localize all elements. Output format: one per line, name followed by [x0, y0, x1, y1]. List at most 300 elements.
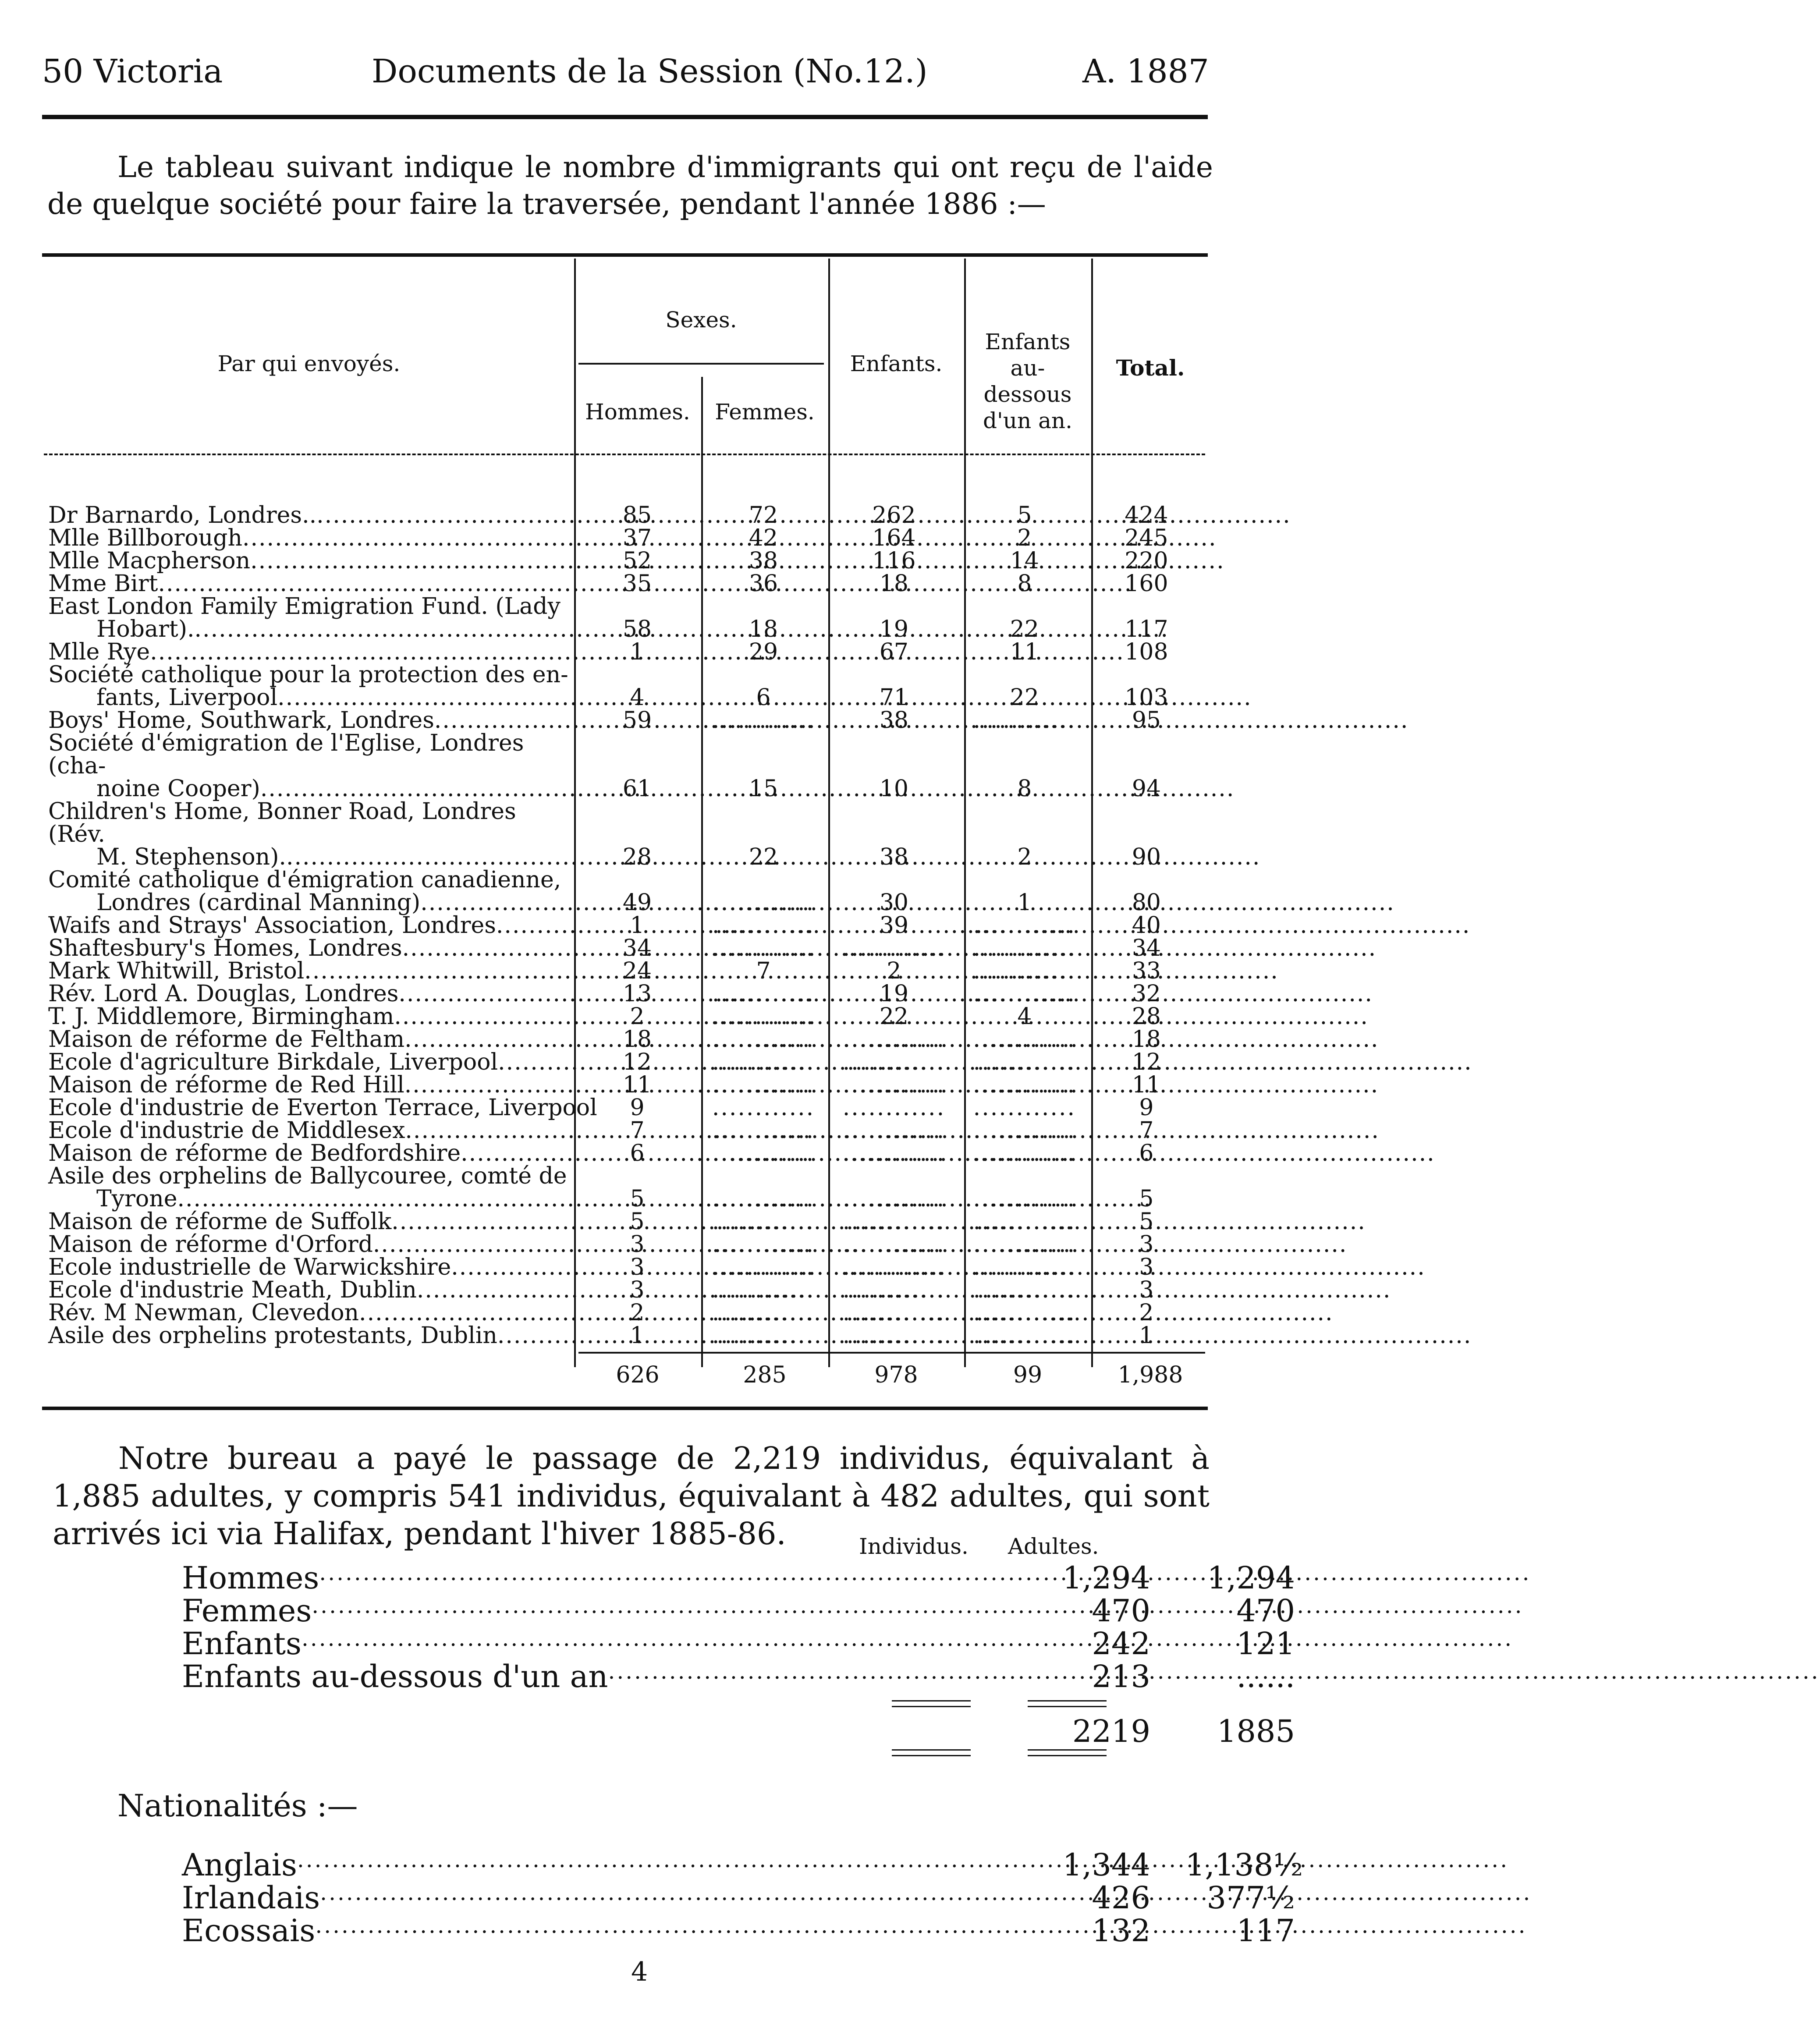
infants-count: 2 [1017, 525, 1032, 551]
children-count: ............ [842, 1322, 946, 1349]
nationality-label [182, 1880, 866, 1916]
total-count: 80 [1132, 890, 1161, 916]
women-count: ............ [712, 1254, 815, 1280]
summary-label [182, 1593, 866, 1629]
nationality-adultes: 1,138½ [1185, 1847, 1303, 1883]
table-row [48, 595, 1205, 641]
total-count: 12 [1132, 1049, 1161, 1075]
sender-name-line [48, 595, 570, 618]
women-count: 18 [749, 616, 778, 642]
table-row [48, 1165, 1205, 1210]
table-row [48, 549, 1205, 572]
total-count: 90 [1132, 844, 1161, 870]
women-count: ............ [712, 1003, 815, 1030]
table-row [48, 732, 1205, 800]
nationality-row [182, 1847, 1303, 1883]
children-count: 2 [887, 958, 901, 984]
infants-count: 4 [1017, 1003, 1032, 1030]
total-count: 6 [1139, 1140, 1154, 1166]
sender-name-line [48, 1301, 570, 1324]
intro-text: Le tableau suivant indique le nombre d'immigrants qui ont reçu de l'aide de quelque société pour faire la traversée, pendant l'année 1886 :— [47, 150, 1213, 221]
men-count: 85 [622, 502, 652, 528]
total-count: 1 [1139, 1322, 1154, 1349]
men-count: 6 [630, 1140, 645, 1166]
summary-header-individus: Individus. [859, 1534, 969, 1559]
infants-count: ............ [973, 981, 1076, 1007]
infants-count: ............ [973, 1095, 1076, 1121]
leader-dots [320, 1880, 1532, 1916]
women-count: ............ [712, 890, 815, 916]
summary-header-adultes: Adultes. [1008, 1534, 1099, 1559]
sender-name-text: Asile des orphelins protestants, Dublin [48, 1322, 497, 1349]
table-row [48, 800, 1205, 868]
sender-name-text: Rév. M Newman, Clevedon [48, 1300, 359, 1326]
table-bottom-rule [42, 1407, 1208, 1410]
sender-name-text: Maison de réforme de Red Hill [48, 1072, 404, 1098]
total-women: 285 [743, 1362, 787, 1388]
sender-name [48, 1301, 574, 1324]
sender-name-text: Ecole d'industrie Meath, Dublin [48, 1277, 417, 1303]
sender-name-text: Asile des orphelins de Ballycouree, comté de [48, 1163, 567, 1189]
men-count: 24 [622, 958, 652, 984]
infants-count: 22 [1010, 684, 1039, 711]
infants-count: ............ [973, 1186, 1076, 1212]
sender-name [48, 1165, 574, 1210]
children-count: 262 [872, 502, 916, 528]
table-row [48, 1005, 1205, 1028]
sender-name [48, 1256, 574, 1279]
header-session: 50 Victoria [42, 53, 223, 90]
total-count: 11 [1132, 1072, 1161, 1098]
sexes-underline [578, 363, 824, 365]
sender-name [48, 1051, 574, 1074]
summary-label-text: Femmes [182, 1593, 312, 1629]
sender-name [48, 1142, 574, 1165]
sender-name [48, 1095, 597, 1121]
sender-name-line [48, 1165, 570, 1188]
women-count: ............ [712, 707, 815, 734]
total-count: 18 [1132, 1026, 1161, 1053]
table-row [48, 1233, 1205, 1256]
children-count: 19 [879, 616, 909, 642]
infants-count: ............ [973, 1117, 1076, 1144]
nationality-label-text: Ecossais [182, 1913, 316, 1949]
summary-individus: 470 [1092, 1593, 1150, 1629]
infants-count: 14 [1010, 548, 1039, 574]
passage-text: Notre bureau a payé le passage de 2,219 individus, équivalant à 1,885 adultes, y compris 541 individus, équivalant à 482 adultes, qui sont arrivés ici via Halifax, pendant l'hiver 1885-86. [53, 1440, 1210, 1552]
sender-name-text: fants, Liverpool [96, 684, 278, 711]
sender-name-line [48, 618, 570, 641]
total-count: 33 [1132, 958, 1161, 984]
infants-count: ............ [973, 935, 1076, 961]
summary-individus: 1,294 [1062, 1560, 1150, 1596]
header-rule [42, 115, 1208, 119]
summary-adultes: 470 [1236, 1593, 1295, 1629]
sender-name [48, 504, 574, 527]
women-count: ............ [712, 1231, 815, 1258]
total-count: 5 [1139, 1209, 1154, 1235]
total-infants: 99 [1013, 1362, 1043, 1388]
summary-label [182, 1560, 866, 1596]
summary-label-text: Enfants [182, 1626, 302, 1662]
sender-name [48, 1074, 574, 1096]
women-count: ............ [712, 1209, 815, 1235]
sender-name-text: East London Family Emigration Fund. (Lady [48, 593, 561, 620]
sender-name-text: Société d'émigration de l'Eglise, Londres (cha- [48, 730, 524, 779]
children-count: 18 [879, 571, 909, 597]
children-count: ............ [842, 1254, 946, 1280]
table-row [48, 641, 1205, 663]
table-row [48, 1210, 1205, 1233]
women-count: ............ [712, 1049, 815, 1075]
sender-name [48, 1210, 574, 1233]
women-count: 29 [749, 639, 778, 665]
table-row [48, 1051, 1205, 1074]
header-sexes: Sexes. [665, 307, 737, 333]
sender-name-line [48, 1324, 570, 1347]
sender-name-text: Comité catholique d'émigration canadienne, [48, 867, 561, 893]
sender-name [48, 709, 574, 732]
table-body [48, 504, 1205, 1347]
summary-individus-double-rule [892, 1749, 971, 1756]
infants-count: ............ [973, 1300, 1076, 1326]
sender-name-text: Maison de réforme de Bedfordshire [48, 1140, 461, 1166]
women-count: ............ [712, 1026, 815, 1053]
sender-name-line [48, 709, 570, 732]
children-count: ............ [842, 1095, 946, 1121]
total-count: 245 [1125, 525, 1168, 551]
infants-count: 8 [1017, 776, 1032, 802]
header-sender: Par qui envoyés. [217, 351, 401, 376]
sender-name [48, 800, 574, 868]
table-row [48, 1301, 1205, 1324]
infants-count: ............ [973, 1231, 1076, 1258]
women-count: ............ [712, 1186, 815, 1212]
nationality-label-text: Irlandais [182, 1880, 320, 1916]
total-count: 2 [1139, 1300, 1154, 1326]
nationality-label [182, 1847, 866, 1883]
children-count: 22 [879, 1003, 909, 1030]
children-count: 39 [879, 912, 909, 939]
nationality-row [182, 1880, 1295, 1916]
infants-count: ............ [973, 1072, 1076, 1098]
total-count: 3 [1139, 1231, 1154, 1258]
leader-dots [312, 1593, 1523, 1629]
header-title: Documents de la Session (No.12.) [372, 53, 928, 90]
men-count: 49 [622, 890, 652, 916]
men-count: 12 [622, 1049, 652, 1075]
women-count: ............ [712, 912, 815, 939]
sender-name-line [48, 800, 570, 846]
children-count: 38 [879, 844, 909, 870]
total-count: 220 [1125, 548, 1168, 574]
sender-name-line [48, 572, 570, 595]
total-count: 103 [1125, 684, 1168, 711]
summary-label [182, 1626, 866, 1662]
sender-name [48, 641, 574, 663]
sender-name-line [48, 641, 570, 663]
men-count: 4 [630, 684, 645, 711]
summary-label [182, 1659, 866, 1694]
summary-adultes: ...... [1236, 1659, 1295, 1694]
children-count: ............ [842, 1186, 946, 1212]
header-women: Femmes. [715, 399, 815, 425]
men-count: 58 [622, 616, 652, 642]
sender-name-text: Shaftesbury's Homes, Londres [48, 935, 402, 961]
sender-name-line [48, 1279, 570, 1301]
total-count: 40 [1132, 912, 1161, 939]
sender-name-line [48, 960, 570, 982]
sender-name [48, 937, 574, 960]
sender-name-line [48, 527, 570, 549]
header-infants: Enfants au-dessous d'un an. [983, 329, 1072, 433]
sender-name-line [48, 1005, 570, 1028]
summary-total-adultes: 1885 [1217, 1713, 1295, 1749]
nationality-adultes: 117 [1236, 1913, 1295, 1949]
nationality-label [182, 1913, 866, 1949]
sender-name-text: Société catholique pour la protection des en- [48, 662, 568, 688]
men-count: 2 [630, 1300, 645, 1326]
table-row [48, 937, 1205, 960]
table-row [48, 1096, 1205, 1119]
men-count: 35 [622, 571, 652, 597]
children-count: ............ [842, 1026, 946, 1053]
table-row [48, 663, 1205, 709]
infants-count: 1 [1017, 890, 1032, 916]
sender-name-text: Londres (cardinal Manning) [96, 890, 421, 916]
sender-name-line [48, 1256, 570, 1279]
children-count: 30 [879, 890, 909, 916]
total-count: 95 [1132, 707, 1161, 734]
men-count: 5 [630, 1209, 645, 1235]
sender-name-line [48, 549, 570, 572]
total-count: 32 [1132, 981, 1161, 1007]
men-count: 3 [630, 1254, 645, 1280]
infants-count: 11 [1010, 639, 1039, 665]
table-row [48, 1279, 1205, 1301]
infants-count: ............ [973, 912, 1076, 939]
sender-name-text: Mlle Macpherson [48, 548, 251, 574]
infants-count: ............ [973, 1140, 1076, 1166]
summary-individus: 213 [1092, 1659, 1150, 1694]
header-year: A. 1887 [1082, 53, 1209, 90]
sender-name-text: Hobart). [96, 616, 195, 642]
sender-name-text: Tyrone [96, 1186, 177, 1212]
sender-name-text: Maison de réforme de Feltham [48, 1026, 405, 1053]
women-count: 38 [749, 548, 778, 574]
children-count: 164 [872, 525, 916, 551]
men-count: 52 [622, 548, 652, 574]
sender-name-line [48, 937, 570, 960]
men-count: 34 [622, 935, 652, 961]
table-row [48, 572, 1205, 595]
summary-row [182, 1593, 1295, 1629]
total-count: 9 [1139, 1095, 1154, 1121]
infants-count: 22 [1010, 616, 1039, 642]
totals-rule [578, 1352, 1205, 1354]
total-count: 3 [1139, 1254, 1154, 1280]
table-row [48, 1119, 1205, 1142]
summary-individus-rule [892, 1700, 971, 1707]
sender-name-text: Mlle Rye [48, 639, 150, 665]
women-count: ............ [712, 1095, 815, 1121]
sender-name-text: Dr Barnardo, Londres.. [48, 502, 317, 528]
leader-dots [319, 1560, 1531, 1596]
sender-name [48, 572, 574, 595]
table-row [48, 1028, 1205, 1051]
men-count: 28 [622, 844, 652, 870]
sender-name [48, 982, 574, 1005]
total-count: 94 [1132, 776, 1161, 802]
sender-name-text: Mark Whitwill, Bristol [48, 958, 305, 984]
leader-dots [297, 1847, 1509, 1883]
header-bottom-rule [44, 454, 1205, 455]
summary-total-row [182, 1713, 1295, 1749]
women-count: 7 [756, 958, 771, 984]
nationality-individus: 132 [1092, 1913, 1150, 1949]
summary-adultes-double-rule [1028, 1749, 1107, 1756]
nationality-label-text: Anglais [182, 1847, 297, 1883]
table-row [48, 709, 1205, 732]
sender-name-line [48, 1074, 570, 1096]
infants-count: 8 [1017, 571, 1032, 597]
women-count: 36 [749, 571, 778, 597]
men-count: 37 [622, 525, 652, 551]
page-number: 4 [631, 1957, 648, 1987]
intro-paragraph [47, 149, 1213, 223]
sender-name [48, 549, 574, 572]
sender-name-text: Ecole d'industrie de Everton Terrace, Liverpool [48, 1095, 597, 1121]
sender-name [48, 732, 574, 800]
header-men: Hommes. [585, 399, 690, 425]
infants-count: 5 [1017, 502, 1032, 528]
women-count: 15 [749, 776, 778, 802]
children-count: 116 [872, 548, 916, 574]
men-count: 59 [622, 707, 652, 734]
men-count: 1 [630, 912, 645, 939]
children-count: ............ [842, 1049, 946, 1075]
men-count: 9 [630, 1095, 645, 1121]
table-row [48, 914, 1205, 937]
table-row [48, 1074, 1205, 1096]
sender-name-line [48, 1188, 570, 1210]
women-count: 42 [749, 525, 778, 551]
summary-adultes: 1,294 [1207, 1560, 1295, 1596]
infants-count: ............ [973, 1209, 1076, 1235]
sender-name-line [48, 732, 570, 777]
men-count: 18 [622, 1026, 652, 1053]
children-count: ............ [842, 1072, 946, 1098]
sender-name-text: T. J. Middlemore, Birmingham [48, 1003, 394, 1030]
sender-name [48, 868, 574, 914]
total-count: 108 [1125, 639, 1168, 665]
summary-individus: 242 [1092, 1626, 1150, 1662]
table-row [48, 982, 1205, 1005]
total-count: 424 [1125, 502, 1168, 528]
summary-adultes: 121 [1236, 1626, 1295, 1662]
men-count: 1 [630, 639, 645, 665]
sender-name [48, 1005, 574, 1028]
sender-name-text: Ecole d'industrie de Middlesex [48, 1117, 405, 1144]
infants-count: ............ [973, 707, 1076, 734]
summary-row [182, 1659, 1295, 1694]
women-count: ............ [712, 935, 815, 961]
women-count: 72 [749, 502, 778, 528]
summary-label-text: Hommes [182, 1560, 319, 1596]
nationality-adultes: 377½ [1206, 1880, 1295, 1916]
sender-name-text: Children's Home, Bonner Road, Londres (Rév. [48, 798, 516, 847]
men-count: 1 [630, 1322, 645, 1349]
header-total: Total. [1116, 355, 1185, 381]
women-count: ............ [712, 1322, 815, 1349]
men-count: 61 [622, 776, 652, 802]
sender-name-text: Waifs and Strays' Association, Londres [48, 912, 496, 939]
children-count: ............ [842, 1209, 946, 1235]
table-row [48, 1256, 1205, 1279]
total-count: 117 [1125, 616, 1168, 642]
sender-name-line [48, 777, 570, 800]
sender-name [48, 960, 574, 982]
children-count: ............ [842, 1231, 946, 1258]
men-count: 5 [630, 1186, 645, 1212]
children-count: 71 [879, 684, 909, 711]
sender-name-line [48, 846, 570, 868]
children-count: ............ [842, 1300, 946, 1326]
table-row [48, 1142, 1205, 1165]
summary-total-individus: 2219 [1072, 1713, 1150, 1749]
sender-name-line [48, 1233, 570, 1256]
women-count: ............ [712, 1072, 815, 1098]
summary-row [182, 1626, 1295, 1662]
sender-name-line [48, 1142, 570, 1165]
sender-name-line [48, 891, 570, 914]
total-count: 34 [1132, 935, 1161, 961]
table-top-rule [42, 253, 1208, 257]
total-children: 978 [874, 1362, 918, 1388]
nationality-row [182, 1913, 1295, 1949]
sender-name-line [48, 663, 570, 686]
children-count: ............ [842, 935, 946, 961]
table-row [48, 504, 1205, 527]
sender-name-line [48, 868, 570, 891]
leader-dots [302, 1626, 1513, 1662]
sender-name [48, 663, 574, 709]
men-count: 7 [630, 1117, 645, 1144]
children-count: ............ [842, 1117, 946, 1144]
table-row [48, 868, 1205, 914]
infants-count: ............ [973, 1026, 1076, 1053]
children-count: 19 [879, 981, 909, 1007]
table-row [48, 1324, 1205, 1347]
sender-name-text: Mme Birt [48, 571, 158, 597]
men-count: 11 [622, 1072, 652, 1098]
summary-adultes-rule [1028, 1700, 1107, 1707]
men-count: 13 [622, 981, 652, 1007]
nationality-individus: 426 [1092, 1880, 1150, 1916]
nationalites-heading: Nationalités :— [117, 1788, 358, 1824]
total-count: 3 [1139, 1277, 1154, 1303]
sender-name-text: noine Cooper) [96, 776, 260, 802]
children-count: ............ [842, 1140, 946, 1166]
header-children: Enfants. [850, 351, 943, 376]
children-count: ............ [842, 1277, 946, 1303]
sender-name-text: Boys' Home, Southwark, Londres [48, 707, 434, 734]
total-count: 160 [1125, 571, 1168, 597]
sender-name [48, 527, 574, 549]
women-count: ............ [712, 1277, 815, 1303]
table-row [48, 960, 1205, 982]
summary-label-text: Enfants au-dessous d'un an [182, 1659, 608, 1694]
